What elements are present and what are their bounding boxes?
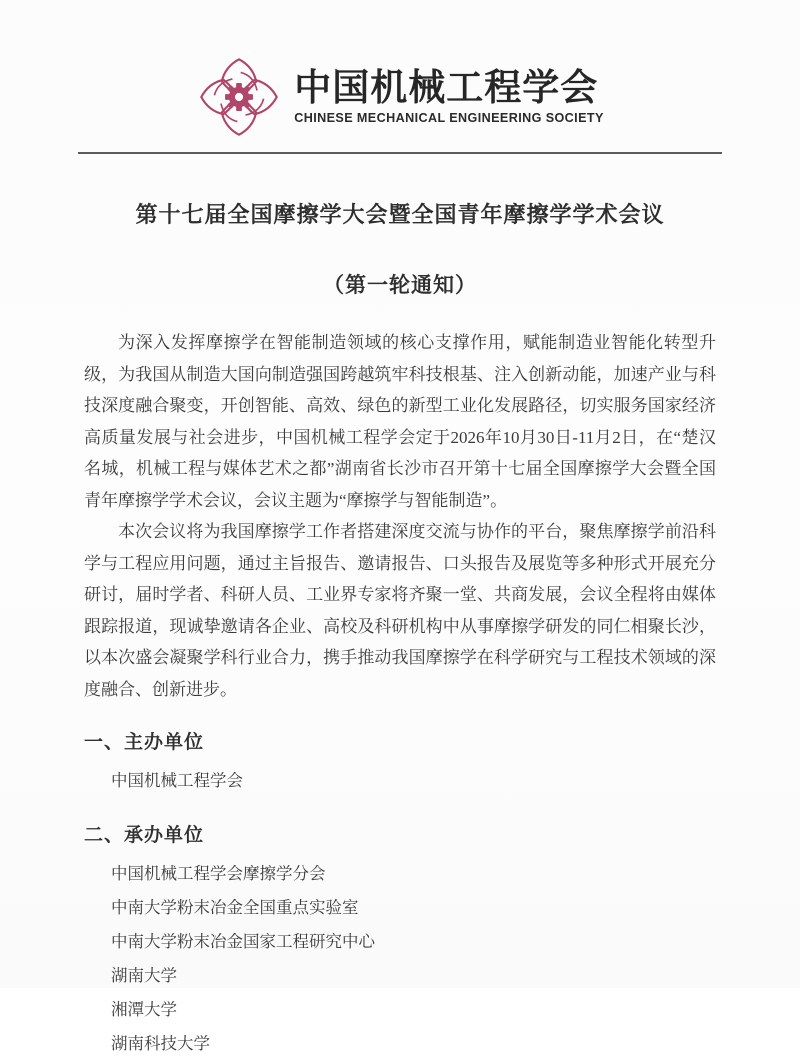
society-emblem-icon xyxy=(196,56,282,138)
section-heading-organizer: 二、承办单位 xyxy=(84,825,205,846)
org-item: 中国机械工程学会 xyxy=(111,771,243,790)
society-name-en: CHINESE MECHANICAL ENGINEERING SOCIETY xyxy=(294,110,604,125)
org-item: 中南大学粉末冶金国家工程研究中心 xyxy=(111,932,375,951)
header-divider xyxy=(78,152,722,154)
society-name-cn: 中国机械工程学会 xyxy=(294,67,599,109)
org-item: 中国机械工程学会摩擦学分会 xyxy=(111,864,326,883)
org-item: 湘潭大学 xyxy=(111,1000,177,1019)
society-logo xyxy=(0,0,800,138)
society-logo-text xyxy=(294,69,604,125)
document-body xyxy=(84,327,716,1061)
org-item: 湖南科技大学 xyxy=(111,1034,210,1053)
document-subtitle: （第一轮通知） xyxy=(323,274,477,297)
org-item: 中南大学粉末冶金全国重点实验室 xyxy=(111,898,359,917)
org-item: 湖南大学 xyxy=(111,966,177,985)
intro-paragraph-2: 本次会议将为我国摩擦学工作者搭建深度交流与协作的平台，聚焦摩擦学前沿科学与工程应用问题，通过主旨报告、邀请报告、口头报告及展览等多种形式开展充分研讨，届时学者、科研人员、工业界专家将齐聚一堂、共商发展，会议全程将由媒体跟踪报道，现诚挚邀请各企业、高校及科研机构中从事摩擦学研发的同仁相聚长沙，以本次盛会凝聚学科行业合力，携手推动我国摩擦学在科学研究与工程技术领域的深度融合、创新进步。 xyxy=(84,522,716,699)
host-org-list xyxy=(84,764,716,798)
organizer-org-list xyxy=(84,857,716,1061)
document-title: 第十七届全国摩擦学大会暨全国青年摩擦学学术会议 xyxy=(135,202,665,227)
intro-paragraph-1: 为深入发挥摩擦学在智能制造领域的核心支撑作用，赋能制造业智能化转型升级，为我国从制造大国向制造强国跨越筑牢科技根基、注入创新动能，加速产业与科技深度融合聚变，开创智能、高效、绿色的新型工业化发展路径，切实服务国家经济高质量发展与社会进步，中国机械工程学会定于2026年10月30日-11月2日，在“楚汉名城，机械工程与媒体艺术之都”湖南省长沙市召开第十七届全国摩擦学大会暨全国青年摩擦学学术会议，会议主题为“摩擦学与智能制造”。 xyxy=(84,333,716,510)
section-heading-host: 一、主办单位 xyxy=(84,732,205,753)
